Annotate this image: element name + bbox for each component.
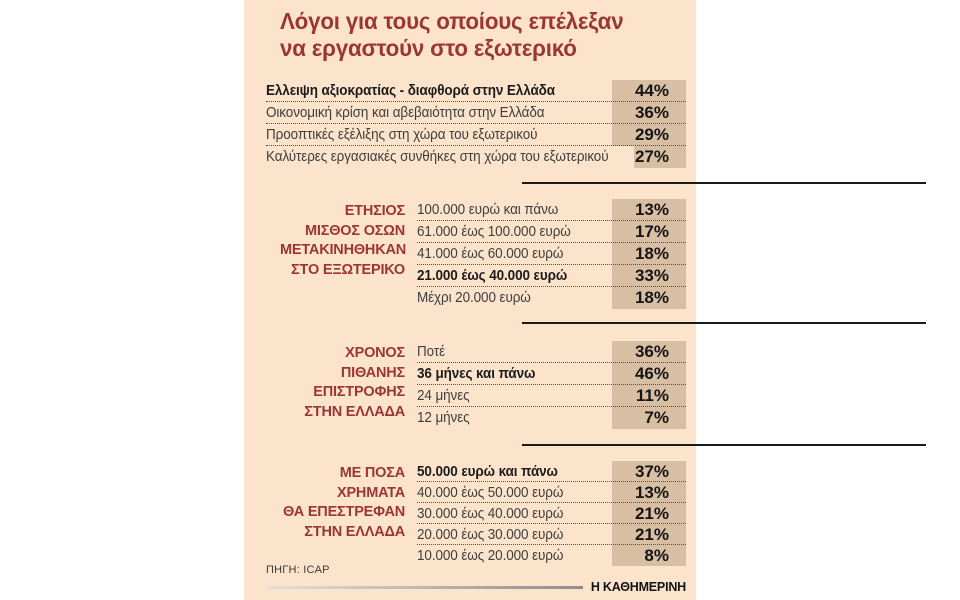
source-label: ΠΗΓΗ: ICAP — [266, 564, 330, 576]
row-value: 46% — [612, 363, 686, 385]
row-value: 7% — [612, 407, 686, 429]
row-value: 17% — [612, 221, 686, 243]
section-annual-salary-rows — [417, 199, 686, 309]
row-value: 21% — [612, 524, 686, 545]
row-value: 29% — [612, 124, 686, 146]
row-label: 61.000 έως 100.000 ευρώ — [417, 224, 571, 240]
row-label: 36 μήνες και πάνω — [417, 366, 536, 382]
row-value: 8% — [612, 545, 686, 566]
table-row — [417, 199, 686, 221]
row-value: 21% — [612, 503, 686, 524]
row-label: Ποτέ — [417, 344, 446, 360]
section-header-line: ΘΑ ΕΠΕΣΤΡΕΦΑΝ — [283, 504, 405, 520]
section-header-line: ΠΙΘΑΝΗΣ — [340, 364, 405, 381]
credit-divider-line — [266, 586, 583, 589]
section-header — [280, 341, 417, 429]
row-value: 18% — [612, 287, 686, 309]
infographic-panel — [244, 0, 696, 600]
row-label: 50.000 ευρώ και πάνω — [417, 463, 558, 480]
section-header-line: ΜΙΣΘΟΣ ΟΣΩΝ — [305, 222, 405, 239]
section-reasons-rows — [266, 80, 686, 168]
table-row — [417, 287, 686, 309]
section-reasons — [266, 80, 686, 168]
section-header-line: ΕΤΗΣΙΟΣ — [344, 203, 405, 219]
row-value: 13% — [612, 482, 686, 503]
table-row — [417, 524, 686, 545]
section-return-time — [280, 341, 686, 429]
table-row — [417, 341, 686, 363]
row-label: 21.000 έως 40.000 ευρώ — [417, 268, 568, 284]
table-row — [417, 385, 686, 407]
section-header — [280, 199, 417, 309]
section-header-line: ΧΡΟΝΟΣ — [345, 345, 405, 361]
section-header-line: ΜΕΤΑΚΙΝΗΘΗΚΑΝ — [280, 242, 407, 258]
section-return-money-rows — [417, 461, 686, 566]
section-return-money — [280, 461, 686, 566]
section-return-time-rows — [417, 341, 686, 429]
row-label: 12 μήνες — [417, 410, 470, 426]
row-value: 44% — [612, 80, 686, 102]
row-label: Οικονομική κρίση και αβεβαιότητα στην Ελλάδα — [266, 105, 545, 121]
page-title — [280, 8, 668, 62]
table-row — [417, 407, 686, 429]
row-label: Ελλειψη αξιοκρατίας - διαφθορά στην Ελλάδα — [266, 83, 555, 99]
section-divider — [522, 182, 926, 184]
row-value: 33% — [612, 265, 686, 287]
section-header-line: ΣΤΟ ΕΞΩΤΕΡΙΚΟ — [291, 261, 405, 278]
table-row — [266, 102, 686, 124]
row-label: 100.000 ευρώ και πάνω — [417, 202, 559, 218]
table-row — [266, 80, 686, 102]
page-title-line2: να εργαστούν στο εξωτερικό — [280, 35, 577, 61]
row-value: 36% — [612, 102, 686, 124]
table-row — [417, 482, 686, 503]
row-value: 36% — [612, 341, 686, 363]
table-row — [417, 503, 686, 524]
table-row — [417, 363, 686, 385]
row-value: 18% — [612, 243, 686, 265]
section-header-line: ΧΡΗΜΑΤΑ — [336, 484, 405, 501]
table-row — [417, 221, 686, 243]
row-label: Προοπτικές εξέλιξης στη χώρα του εξωτερικού — [266, 127, 538, 143]
section-divider — [522, 444, 926, 446]
row-label: 24 μήνες — [417, 388, 470, 404]
row-value: 13% — [612, 199, 686, 221]
table-row — [266, 146, 686, 168]
table-row — [417, 545, 686, 566]
table-row — [266, 124, 686, 146]
credit-row — [266, 580, 686, 594]
row-label: Καλύτερες εργασιακές συνθήκες στη χώρα του εξωτερικού — [266, 149, 609, 165]
row-label: 40.000 έως 50.000 ευρώ — [417, 484, 564, 501]
row-label: 30.000 έως 40.000 ευρώ — [417, 505, 564, 522]
section-divider — [522, 322, 926, 324]
table-row — [417, 243, 686, 265]
section-annual-salary — [280, 199, 686, 309]
row-value: 27% — [634, 146, 686, 168]
publisher-credit: Η ΚΑΘΗΜΕΡΙΝΗ — [590, 580, 686, 594]
section-header-line: ΣΤΗΝ ΕΛΛΑΔΑ — [304, 523, 405, 540]
row-label: Μέχρι 20.000 ευρώ — [417, 290, 531, 306]
table-row — [417, 461, 686, 482]
section-header-line: ΣΤΗΝ ΕΛΛΑΔΑ — [304, 403, 405, 420]
page-title-line1: Λόγοι για τους οποίους επέλεξαν — [280, 8, 624, 34]
section-header-line: ΕΠΙΣΤΡΟΦΗΣ — [313, 384, 405, 400]
section-header — [280, 461, 417, 566]
row-value: 11% — [612, 385, 686, 407]
row-value: 37% — [612, 461, 686, 482]
table-row — [417, 265, 686, 287]
section-header-line: ΜΕ ΠΟΣΑ — [339, 465, 405, 481]
row-label: 20.000 έως 30.000 ευρώ — [417, 526, 564, 543]
row-label: 10.000 έως 20.000 ευρώ — [417, 547, 564, 564]
row-label: 41.000 έως 60.000 ευρώ — [417, 246, 564, 262]
